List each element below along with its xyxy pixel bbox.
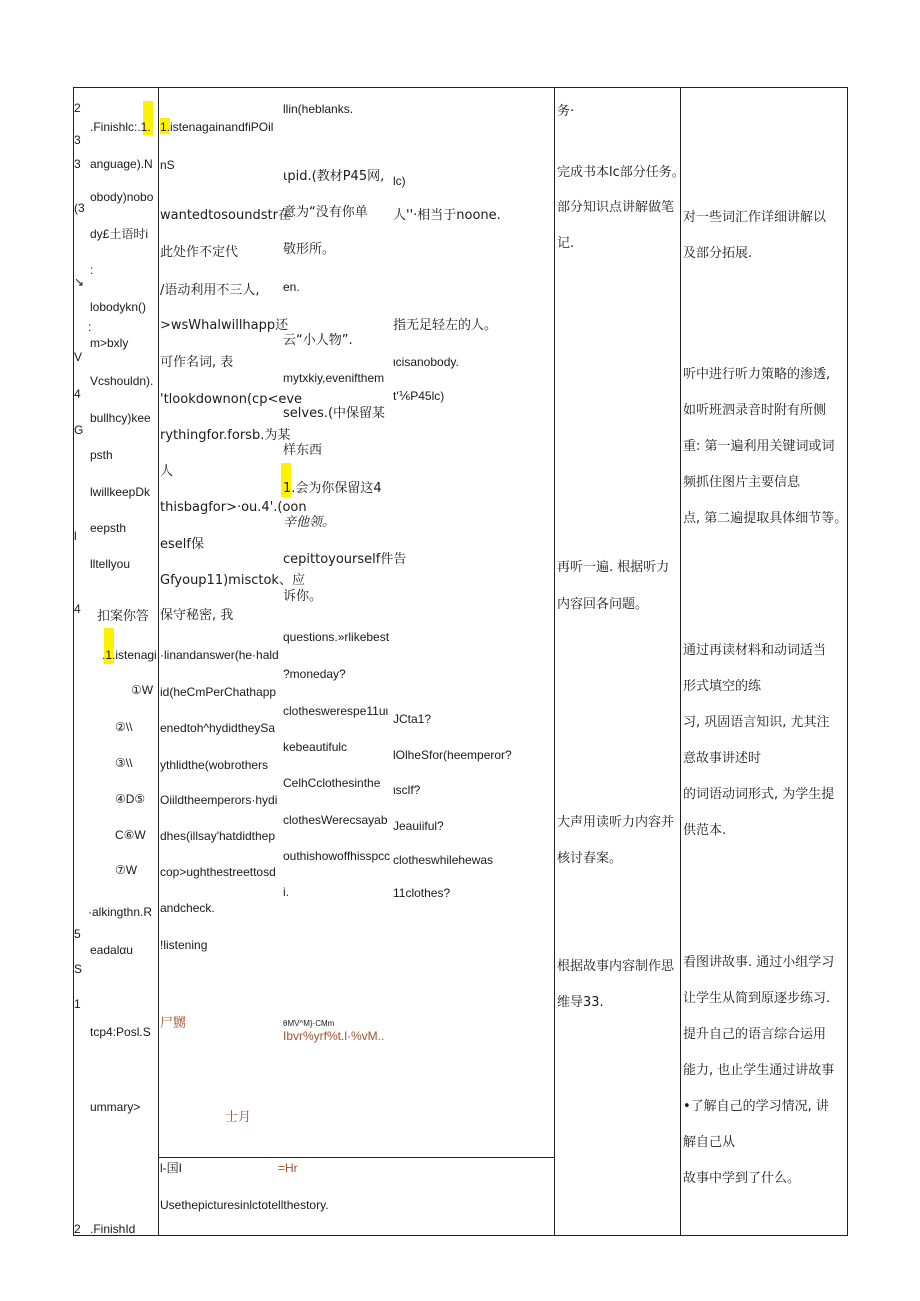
col3-line: Ibvr%yrf%t.l·%vM.. <box>283 1029 385 1043</box>
col1-line: eepsth <box>90 521 127 535</box>
col2-line: Oiildtheemperors·hydi <box>160 793 278 807</box>
col5-line: 再听一遍. 根据听力 <box>557 560 670 575</box>
col4-line: clotheswhilehewas <box>393 853 494 867</box>
col1-line: (3 <box>74 201 85 215</box>
col2-line: ·linandanswer(he·hald <box>160 648 279 662</box>
col3-line: llin(heblanks. <box>283 102 354 116</box>
col3-line: 敬形所。 <box>283 242 336 257</box>
col2-line: 尸嬲 <box>160 1016 187 1031</box>
col2-line: 人 <box>160 464 174 479</box>
col2-line: cop>ughthestreettosd <box>160 865 276 879</box>
col6-line: 及部分拓展. <box>683 246 753 261</box>
col5-line: 记. <box>557 236 575 251</box>
col6-line: 对一些词汇作详细讲解以 <box>683 210 827 225</box>
table-left-border <box>73 87 74 1236</box>
col6-line: 看图讲故事. 通过小组学习 <box>683 955 835 970</box>
col6-line: 故事中学到了什么。 <box>683 1171 801 1186</box>
col2-line: nS <box>160 158 175 172</box>
col6-line: 意故事讲述时 <box>683 751 762 766</box>
col1-line: lwillkeepDk <box>90 485 151 499</box>
col6-line: 供范本. <box>683 823 727 838</box>
col3-line: clothesWerecsayab <box>283 813 388 827</box>
col2-line: 可作名词, 表 <box>160 355 234 370</box>
col1-line: 4 <box>74 602 81 616</box>
col1-line: C⑥W <box>115 828 146 842</box>
col3-line: questions.»rlikebest <box>283 630 390 644</box>
col2-line: 士月 <box>225 1110 252 1125</box>
col3-line: 诉你。 <box>283 589 323 604</box>
col4-line: Jeauiiful? <box>393 819 444 833</box>
col5-line: 大声用读听力内容并 <box>557 815 675 830</box>
table-bottom-border <box>73 1235 847 1236</box>
col1-line: .Finishlc:.1. <box>90 120 151 134</box>
col5-line: 内容回各问题。 <box>557 597 649 612</box>
bottom-line: Usethepicturesinlctotellthestory. <box>160 1198 329 1212</box>
col1-line: ⑦W <box>115 863 138 877</box>
col2-line: !listening <box>160 938 208 952</box>
col1-line: psth <box>90 448 113 462</box>
col6-line: 能力, 也止学生通过讲故事 <box>683 1063 835 1078</box>
col4-line: lOlheSfor(heemperor? <box>393 748 512 762</box>
col2-line: 1.istenagainandfiPOil <box>160 120 274 134</box>
col3-line: 意为“没有你单 <box>283 205 368 220</box>
col3-line: 云“小人物”. <box>283 333 353 348</box>
col1-line: ummary> <box>90 1100 141 1114</box>
col6-line: 形式填空的练 <box>683 679 762 694</box>
col5-line: 部分知识点讲解做笔 <box>557 200 675 215</box>
col6-line: •了解自己的学习情况, 讲 <box>683 1099 829 1114</box>
col4-line: t'⅙P45lc) <box>393 389 445 403</box>
col-divider-3 <box>680 87 681 1236</box>
col1-line: l <box>74 529 77 543</box>
col1-line: lltellyou <box>90 557 131 571</box>
col2-line: dhes(illsay'hatdidthep <box>160 829 276 843</box>
col3-line: CelhCclothesinthe <box>283 776 381 790</box>
col1-line: .1.istenagi <box>102 648 157 662</box>
col-divider-2 <box>554 87 555 1236</box>
table-inner-divider <box>158 1157 554 1158</box>
col1-line: G <box>74 423 84 437</box>
col6-line: 习, 巩固语言知识, 尤其注 <box>683 715 830 730</box>
col4-line: ιsclf? <box>393 783 421 797</box>
col1-line: 3 <box>74 157 81 171</box>
bottom-line: =Hr <box>278 1161 298 1175</box>
col5-line: 完成书本lc部分任务。 <box>557 165 685 180</box>
col1-line: 3 <box>74 133 81 147</box>
col1-line: m>bxly <box>90 336 129 350</box>
col6-line: 点, 第二遍提取具体细节等。 <box>683 511 848 526</box>
col2-line: eself保 <box>160 537 204 552</box>
col6-line: 的词语动词形式, 为学生提 <box>683 787 835 802</box>
col4-line: 11clothes? <box>393 886 451 900</box>
col6-line: 重: 第一遍利用关键词或词 <box>683 439 835 454</box>
col1-line: 2 <box>74 101 81 115</box>
col1-line: ↘ <box>74 275 85 289</box>
col5-line: 根据故事内容制作思 <box>557 959 675 974</box>
col1-line: ①W <box>131 683 154 697</box>
col2-line: 保守秘密, 我 <box>160 608 234 623</box>
col3-line: i. <box>283 885 289 899</box>
col1-line: bullhcy)kee <box>90 411 151 425</box>
col3-line: ?moneday? <box>283 667 346 681</box>
col1-line: ③\\ <box>115 756 133 770</box>
col3-line: clotheswerespe11uι <box>283 704 389 718</box>
col1-line: : <box>88 320 92 334</box>
col1-line: lobodykn() <box>90 300 147 314</box>
col1-line: 4 <box>74 387 81 401</box>
col-divider-1 <box>158 87 159 1236</box>
col3-line: en. <box>283 280 300 294</box>
col6-line: 如听班泗录音时附有所侧 <box>683 403 827 418</box>
col4-line: ιcisanobody. <box>393 355 459 369</box>
col2-line: wantedtosoundstr在 <box>160 208 291 223</box>
col3-line: outhishowoffhisspcc <box>283 849 391 863</box>
col5-line: 核讨春案。 <box>557 851 623 866</box>
col1-line: ②\\ <box>115 720 133 734</box>
col3-line: 1.会为你保留这4 <box>283 481 382 496</box>
col2-line: >wsWhalwillhapp还 <box>160 318 289 333</box>
col4-line: 指无足轻左的人。 <box>393 318 498 333</box>
col6-line: 听中进行听力策略的渗透, <box>683 367 831 382</box>
col1-line: S <box>74 962 83 976</box>
col1-line: .FinishId <box>90 1222 136 1236</box>
col5-line: 维导33. <box>557 995 604 1010</box>
col2-line: 此处作不定代 <box>160 245 239 260</box>
col2-line: 'tlookdownon(cp<eve <box>160 392 303 407</box>
col3-line: kebeautifulc <box>283 740 348 754</box>
col1-line: obody)nobo <box>90 190 154 204</box>
col2-line: enedtoh^hydidtheySa <box>160 721 276 735</box>
col1-line: 2 <box>74 1222 81 1236</box>
col4-line: lc) <box>393 174 406 188</box>
col1-line: 5 <box>74 927 81 941</box>
col1-line: anguage).N <box>90 157 153 171</box>
col1-line: 扣案你答 <box>97 609 150 624</box>
col1-line: eadalαu <box>90 943 133 957</box>
col3-line: ιpid.(教材P45网, <box>283 169 385 184</box>
col6-line: 让学生从简到原逐步练习. <box>683 991 831 1006</box>
bottom-line: l-国I <box>160 1161 182 1175</box>
col1-line: V <box>74 350 83 364</box>
col6-line: 频抓住图片主要信息 <box>683 475 801 490</box>
table-top-border <box>73 87 847 88</box>
col1-line: Vcshouldn). <box>90 374 154 388</box>
col1-line: : <box>90 263 94 277</box>
col3-line: θMV^M}·CMm <box>283 1019 335 1028</box>
col2-line: id(heCmPerChathapp <box>160 685 277 699</box>
col1-line: tcp4:Posl.S <box>90 1025 151 1039</box>
col4-line: 人''·相当于noone. <box>393 208 501 223</box>
col3-line: 样东西 <box>283 443 323 458</box>
col1-line: 1 <box>74 997 81 1011</box>
col4-line: JCta1? <box>393 712 432 726</box>
col1-line: dy£土语时i <box>90 227 149 241</box>
col3-line: cepittoyourself件告 <box>283 552 407 567</box>
col1-line: ④D⑤ <box>115 792 146 806</box>
col2-line: andcheck. <box>160 901 215 915</box>
col6-line: 通过再读材料和动词适当 <box>683 643 827 658</box>
col6-line: 解自己从 <box>683 1135 736 1150</box>
col2-line: ythlidthe(wobrothers <box>160 758 269 772</box>
col1-line: ·alkingthn.R <box>88 905 153 919</box>
col2-line: /语动利用不三人, <box>160 283 260 298</box>
col5-line: 务· <box>557 104 575 119</box>
col3-line: 辛他领。 <box>283 515 336 530</box>
col3-line: selves.(中保留某 <box>283 406 386 421</box>
col6-line: 提升自己的语言综合运用 <box>683 1027 827 1042</box>
col3-line: mytxkiy,evenifthem <box>283 371 385 385</box>
col2-line: Gfyoup11)misctok、应 <box>160 573 305 588</box>
table-right-border <box>847 87 848 1236</box>
col2-line: rythingfor.forsb.为某 <box>160 428 291 443</box>
col2-line: thisbagfor>·ou.4'.(oon <box>160 500 307 515</box>
